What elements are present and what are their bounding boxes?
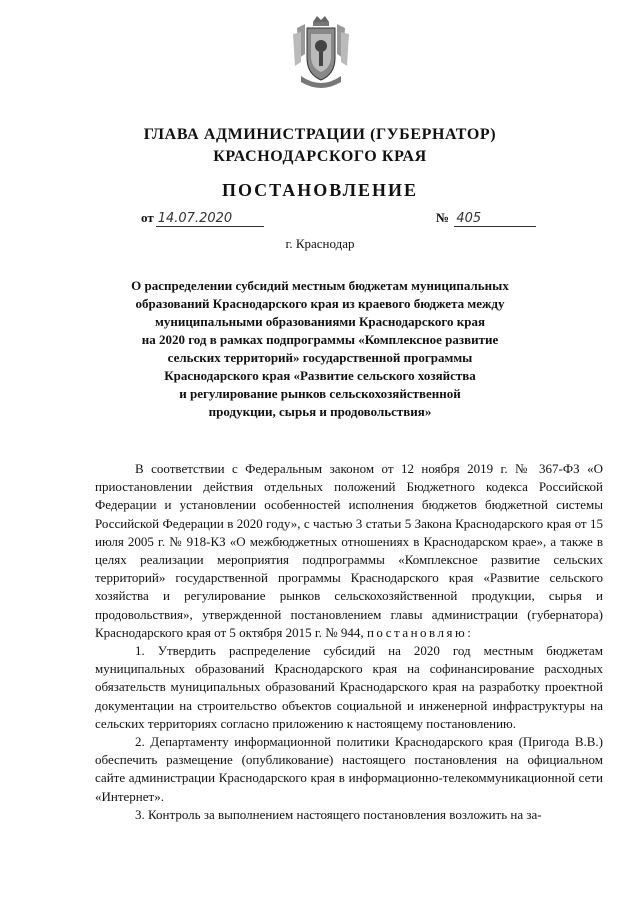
date-line xyxy=(141,210,264,227)
subject-line: и регулирование рынков сельскохозяйственной xyxy=(179,386,461,401)
subject-line: Краснодарского края «Развитие сельского хозяйства xyxy=(164,368,476,383)
decree-word: постановляю: xyxy=(366,624,474,640)
authority-title-line2: КРАСНОДАРСКОГО КРАЯ xyxy=(213,148,427,165)
preamble-paragraph xyxy=(95,460,603,642)
document-subject xyxy=(120,277,520,421)
document-body xyxy=(95,460,603,824)
subject-line: на 2020 год в рамках подпрограммы «Комплексное развитие xyxy=(141,332,499,347)
number-value: 405 xyxy=(454,211,536,227)
body-item-1: 1. Утвердить распределение субсидий на 2020 год местным бюджетам муниципальных образований Краснодарского края на софинансирование расходных обязательств муниципальных образований Краснодарского края на разработку проектной документации на строительство объектов социальной и инженерной инфраструктуры на сельских территориях согласно приложению к настоящему постановлению. xyxy=(95,643,603,731)
authority-title-line1: ГЛАВА АДМИНИСТРАЦИИ (ГУБЕРНАТОР) xyxy=(143,126,497,143)
subject-line: сельских территорий» государственной программы xyxy=(167,350,473,365)
date-value: 14.07.2020 xyxy=(156,211,264,227)
subject-line: образований Краснодарского края из краевого бюджета между xyxy=(135,296,505,311)
number-label: № xyxy=(436,210,450,225)
document-type-title: ПОСТАНОВЛЕНИЕ xyxy=(221,180,419,200)
preamble-text: В соответствии с Федеральным законом от 12 ноября 2019 г. № 367-ФЗ «О приостановлении действия отдельных положений Бюджетного кодекса Российской Федерации и установлении особенностей исполнения бюджетов бюджетной системы Российской Федерации в 2020 году», с частью 3 статьи 5 Закона Краснодарского края от 15 июля 2005 г. № 918-КЗ «О межбюджетных отношениях в Краснодарском крае», а также в целях реализации мероприятия подпрограммы «Комплексное развитие сельских территорий» государственной программы Краснодарского края «Развитие сельского хозяйства и регулирование рынков сельскохозяйственной продукции, сырья и продовольствия», утвержденной постановлением главы администрации (губернатора) Краснодарского края от 5 октября 2015 г. № 944, xyxy=(95,461,603,640)
city-line: г. Краснодар xyxy=(285,236,355,251)
body-item-2: 2. Департаменту информационной политики Краснодарского края (Пригода В.В.) обеспечить размещение (опубликование) настоящего постановления на официальном сайте администрации Краснодарского края в информационно-телекоммуникационной сети «Интернет». xyxy=(95,734,603,804)
krasnodar-coat-of-arms-icon xyxy=(291,14,351,94)
body-item-3: 3. Контроль за выполнением настоящего постановления возложить на за- xyxy=(135,806,542,822)
subject-line: продукции, сырья и продовольствия» xyxy=(208,404,432,419)
subject-line: муниципальными образованиями Краснодарского края xyxy=(154,314,486,329)
subject-line: О распределении субсидий местным бюджетам муниципальных xyxy=(131,278,509,293)
date-label: от xyxy=(141,210,154,225)
number-line xyxy=(436,210,536,227)
